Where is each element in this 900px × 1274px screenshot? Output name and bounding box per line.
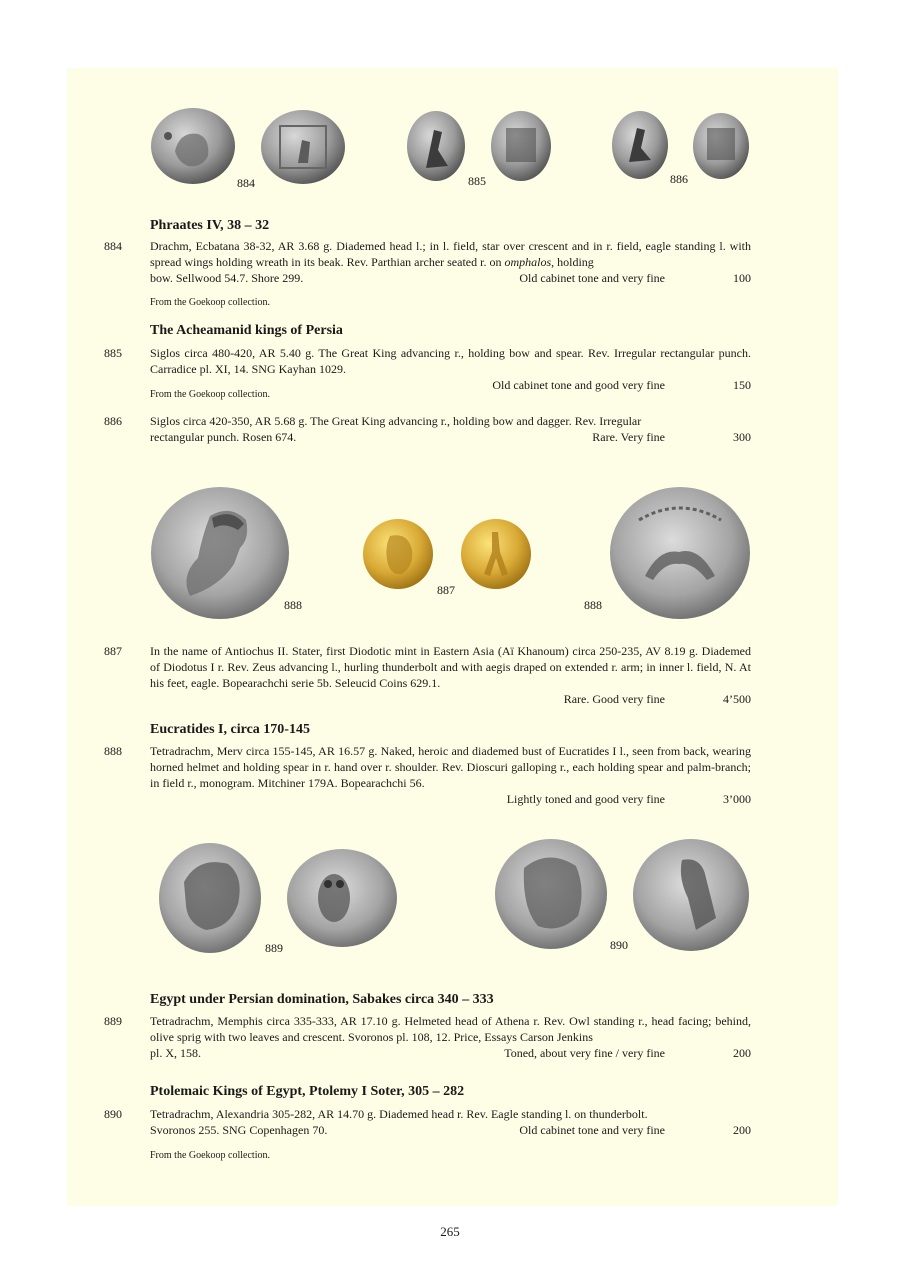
figure-label-884: 884 — [237, 176, 255, 190]
coin-888-reverse — [609, 486, 751, 620]
lot-terms-887 — [150, 691, 751, 707]
lot-number-887: 887 — [104, 644, 122, 658]
lot-reference-886: rectangular punch. Rosen 674. — [150, 430, 297, 444]
lot-reference-884: bow. Sellwood 54.7. Shore 299. — [150, 271, 304, 285]
lot-estimate-884: 100 — [733, 271, 751, 285]
page-number: 265 — [440, 1224, 460, 1239]
lot-description-887: In the name of Antiochus II. Stater, first Diodotic mint in Eastern Asia (Aï Khanoum) circa 250-235, AV 8.19 g. Diademed of Diodotus I r. Rev. Zeus advancing l., hurling thunderbolt and with aegis draped on extended r. arm; in inner l. field, N. At his feet, eagle. Bopearachchi serie 5b. Seleucid Coins 629.1. — [150, 644, 751, 690]
figure-label-888-b: 888 — [584, 598, 602, 612]
lot-estimate-890: 200 — [733, 1123, 751, 1137]
lot-number-890: 890 — [104, 1107, 122, 1121]
lot-estimate-888: 3’000 — [723, 792, 751, 806]
lot-terms-888 — [150, 791, 751, 807]
lot-description-890: Tetradrachm, Alexandria 305-282, AR 14.70 g. Diademed head r. Rev. Eagle standing l. on thunderbolt. — [150, 1107, 648, 1121]
lot-condition-889: Toned, about very fine / very fine — [504, 1046, 665, 1060]
section-heading-ptolemaic: Ptolemaic Kings of Egypt, Ptolemy I Soter, 305 – 282 — [150, 1084, 465, 1099]
coin-887-reverse — [460, 518, 532, 590]
lot-terms-884 — [150, 270, 751, 286]
lot-estimate-886: 300 — [733, 430, 751, 444]
lot-number-886: 886 — [104, 414, 122, 428]
section-heading-egypt-persian: Egypt under Persian domination, Sabakes circa 340 – 333 — [150, 992, 494, 1007]
coin-885-reverse — [490, 110, 552, 182]
lot-condition-887: Rare. Good very fine — [563, 692, 665, 706]
section-heading-phraates: Phraates IV, 38 – 32 — [150, 218, 270, 233]
lot-terms-886 — [150, 429, 751, 445]
lot-description-886: Siglos circa 420-350, AR 5.68 g. The Great King advancing r., holding bow and dagger. Rev. Irregular — [150, 414, 642, 428]
lot-condition-884: Old cabinet tone and very fine — [519, 271, 665, 285]
lot-estimate-887: 4’500 — [723, 692, 751, 706]
lot-number-888: 888 — [104, 744, 122, 758]
coin-887-obverse — [362, 518, 434, 590]
coin-884-obverse — [150, 106, 236, 186]
coin-888-obverse — [150, 486, 290, 620]
lot-number-884: 884 — [104, 239, 122, 253]
coin-890-reverse — [632, 838, 750, 952]
lot-condition-886: Rare. Very fine — [592, 430, 665, 444]
lot-condition-885: Old cabinet tone and good very fine — [492, 378, 665, 392]
lot-estimate-889: 200 — [733, 1046, 751, 1060]
lot-provenance-884: From the Goekoop collection. — [150, 297, 270, 308]
figure-label-885: 885 — [468, 174, 486, 188]
lot-provenance-885: From the Goekoop collection. — [150, 389, 270, 400]
lot-condition-888: Lightly toned and good very fine — [506, 792, 665, 806]
figure-label-889: 889 — [265, 941, 283, 955]
lot-terms-890 — [150, 1122, 751, 1138]
lot-number-885: 885 — [104, 346, 122, 360]
coin-885-obverse — [406, 110, 466, 182]
lot-terms-889 — [150, 1045, 751, 1061]
lot-number-889: 889 — [104, 1014, 122, 1028]
section-heading-eucratides: Eucratides I, circa 170-145 — [150, 722, 310, 737]
figure-label-887: 887 — [437, 583, 455, 597]
lot-condition-890: Old cabinet tone and very fine — [519, 1123, 665, 1137]
coin-886-reverse — [692, 112, 750, 180]
section-heading-achaemenid: The Acheamanid kings of Persia — [150, 323, 343, 338]
coin-889-obverse — [158, 842, 262, 954]
coin-890-obverse — [494, 838, 608, 950]
lot-estimate-885: 150 — [733, 378, 751, 392]
coin-884-reverse — [260, 108, 346, 186]
lot-description-885: Siglos circa 480-420, AR 5.40 g. The Great King advancing r., holding bow and spear. Rev. Irregular rectangular punch. Carradice pl. XI, 14. SNG Kayhan 1029. — [150, 346, 751, 376]
lot-description-889: Tetradrachm, Memphis circa 335-333, AR 17.10 g. Helmeted head of Athena r. Rev. Owl standing r., head facing; behind, olive sprig with two leaves and crescent. Svoronos pl. 108, 12. Price, Essays Carson Jenkins — [150, 1014, 751, 1044]
lot-reference-890: Svoronos 255. SNG Copenhagen 70. — [150, 1123, 328, 1137]
figure-label-888-a: 888 — [284, 598, 302, 612]
figure-label-886: 886 — [670, 172, 688, 186]
coin-886-obverse — [611, 110, 669, 180]
lot-reference-889: pl. X, 158. — [150, 1046, 201, 1060]
lot-description-888: Tetradrachm, Merv circa 155-145, AR 16.57 g. Naked, heroic and diademed bust of Eucratides I l., seen from back, wearing horned helmet and holding spear in r. hand over r. shoulder. Rev. Dioscuri galloping r., each holding spear and palm-branch; in field r., monogram. Mitchiner 179A. Bopearachchi 56. — [150, 744, 751, 790]
coin-889-reverse — [286, 848, 398, 948]
figure-label-890: 890 — [610, 938, 628, 952]
lot-description-884: Drachm, Ecbatana 38-32, AR 3.68 g. Diademed head l.; in l. field, star over crescent and in r. field, eagle standing l. with spread wings holding wreath in its beak. Rev. Parthian archer seated r. on omphalos, holding — [150, 239, 751, 269]
lot-provenance-890: From the Goekoop collection. — [150, 1150, 270, 1161]
